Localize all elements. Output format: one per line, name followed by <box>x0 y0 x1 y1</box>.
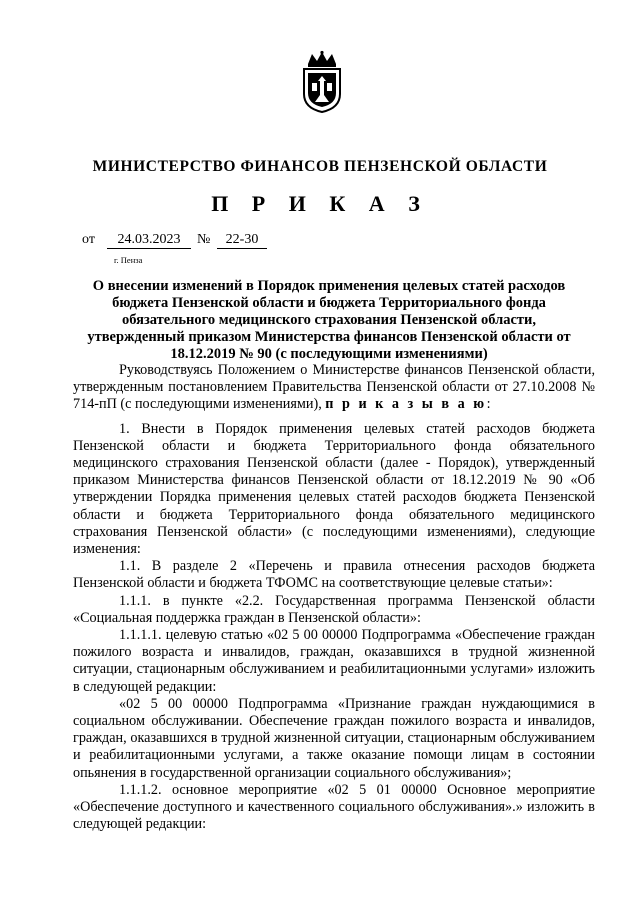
paragraph: 1.1.1. в пункте «2.2. Государственная программа Пензенской области «Социальная поддержка граждан в Пензенской области»: <box>73 592 595 626</box>
preamble <box>73 362 595 414</box>
number-sign: № <box>197 232 211 247</box>
order-word: п р и к а з ы в а ю <box>325 396 487 413</box>
paragraph: 1.1.1.1. целевую статью «02 5 00 00000 Подпрограмма «Обеспечение граждан пожилого возраста и инвалидов, граждан, оказавшихся в трудной жизненной ситуации, стационарным обслуживанием и реабилитационными услугами» изложить в следующей редакции: <box>73 627 595 695</box>
order-number: 22-30 <box>217 232 267 249</box>
paragraph: «02 5 00 00000 Подпрограмма «Признание граждан нуждающимися в социальном обслуживании. Обеспечение граждан пожилого возраста и инвалидов, граждан, оказавшихся в трудной жизненной ситуации, стационарным обслуживанием и реабилитационными услугами, а также оказание помощи лицам в состоянии опьянения в государственной организации социального обслуживания»; <box>73 695 595 781</box>
city: г. Пенза <box>114 255 143 265</box>
paragraph: 1. Внести в Порядок применения целевых статей расходов бюджета Пензенской области и бюджета Территориального фонда обязательного медицинского страхования Пензенской области (далее - Порядок), утвержденный приказом Министерства финансов Пензенской области от 18.12.2019 № 90 «Об утверждении Порядка применения целевых статей расходов бюджета Пензенской области и бюджета Территориального фонда обязательного медицинского страхования Пензенской области» (с последующими изменениями), следующие изменения: <box>73 420 595 558</box>
document-body <box>73 362 595 833</box>
date-number-line <box>82 232 382 252</box>
document-title: О внесении изменений в Порядок применения целевых статей расходов бюджета Пензенской области и бюджета Территориального фонда обязательного медицинского страхования Пензенской области, утвержденный приказом Министерства финансов Пензенской области от 18.12.2019 № 90 (с последующими изменениями) <box>87 278 571 362</box>
preamble-colon: : <box>486 396 491 413</box>
document-type: П Р И К А З <box>211 191 429 216</box>
paragraph: 1.1. В разделе 2 «Перечень и правила отнесения расходов бюджета Пензенской области и бюджета ТФОМС на соответствующие целевые статьи»: <box>73 558 595 592</box>
preamble-text: Руководствуясь Положением о Министерстве финансов Пензенской области, утвержденным постановлением Правительства Пензенской области от 27.10.2008 № 714-пП (с последующими изменениями), <box>73 362 595 413</box>
order-date: 24.03.2023 <box>107 232 191 249</box>
coat-of-arms-icon <box>298 50 346 114</box>
paragraph: 1.1.1.2. основное мероприятие «02 5 01 00000 Основное мероприятие «Обеспечение доступного и качественного социального обслуживания».» изложить в следующей редакции: <box>73 781 595 833</box>
date-prefix: от <box>82 232 95 247</box>
ministry-name: МИНИСТЕРСТВО ФИНАНСОВ ПЕНЗЕНСКОЙ ОБЛАСТИ <box>92 158 548 175</box>
